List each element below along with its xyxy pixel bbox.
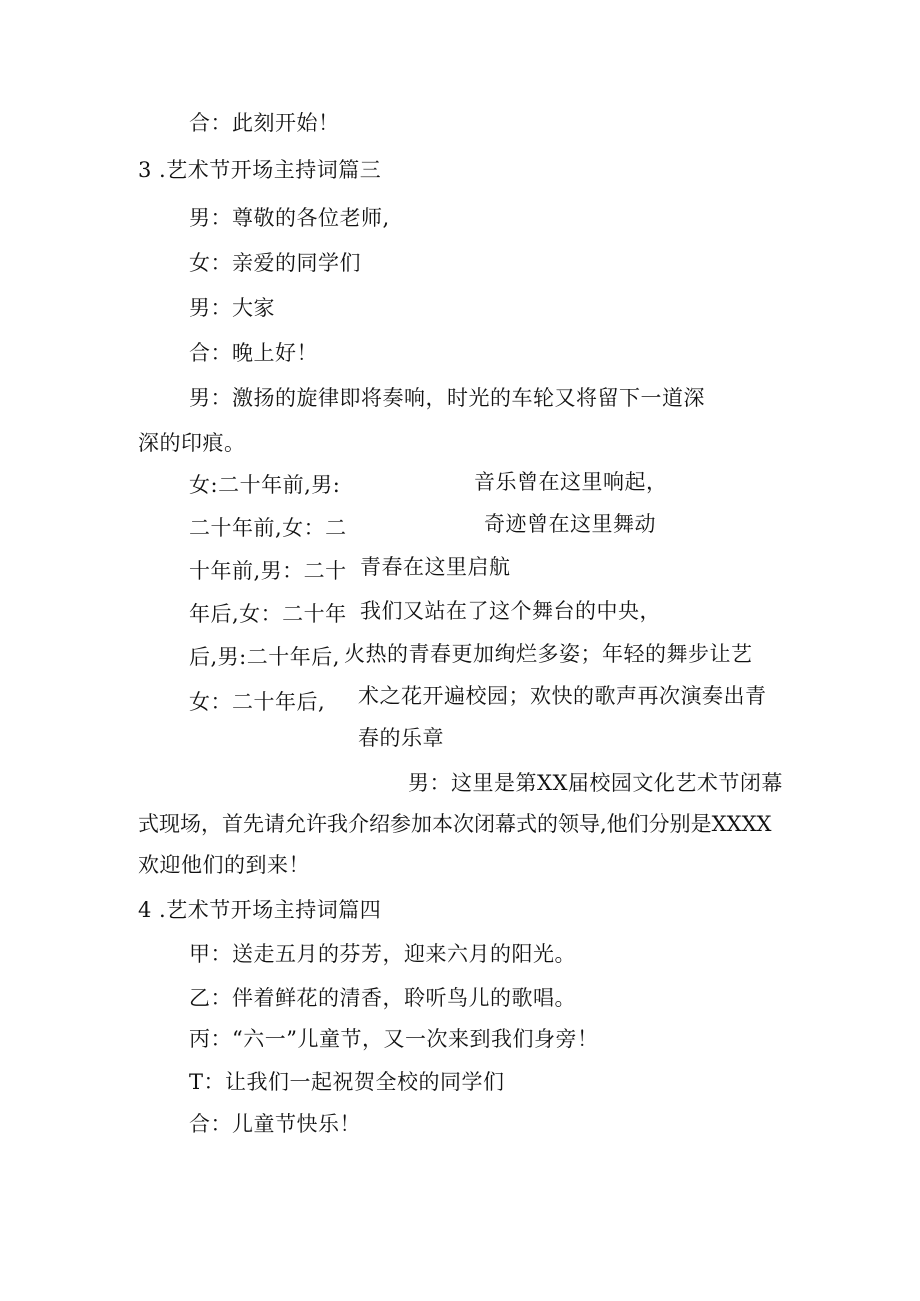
text-line: 合：此刻开始！: [189, 111, 340, 135]
text-line-right-column: 术之花开遍校园；欢快的歌声再次演奏出青: [358, 684, 767, 708]
text-line: 女：亲爱的同学们: [189, 251, 361, 275]
text-line: 男：激扬的旋律即将奏响，时光的车轮又将留下一道深: [189, 386, 705, 410]
text-line: 丙：“六一”儿童节，又一次来到我们身旁！: [189, 1027, 599, 1051]
text-line: 式现场，首先请允许我介绍参加本次闭幕式的领导,他们分别是XXXX: [138, 812, 772, 836]
text-line-left-column: 女:二十年前,男:: [189, 473, 341, 497]
text-line-left-column: 十年前,男：二十: [189, 559, 347, 583]
text-line: T：让我们一起祝贺全校的同学们: [189, 1070, 505, 1094]
text-line-right-column: 火热的青春更加绚烂多姿；年轻的舞步让艺: [344, 642, 753, 666]
text-line: 男：大家: [189, 296, 275, 320]
text-line-right-column: 我们又站在了这个舞台的中央，: [360, 599, 661, 623]
text-line: 合：晚上好！: [189, 341, 318, 365]
text-line-right-column: 春的乐章: [358, 726, 444, 750]
text-line-right-column: 青春在这里启航: [360, 555, 511, 579]
section-heading: 3 .艺术节开场主持词篇三: [138, 158, 382, 182]
text-line: 乙：伴着鲜花的清香，聆听鸟儿的歌唱。: [189, 986, 576, 1010]
text-line: 甲：送走五月的芬芳，迎来六月的阳光。: [189, 942, 576, 966]
text-line-left-column: 后,男:二十年后,: [189, 645, 340, 669]
text-line-left-column: 二十年前,女：二: [189, 516, 347, 540]
section-heading: 4 .艺术节开场主持词篇四: [138, 898, 382, 922]
text-line: 深的印痕。: [138, 431, 246, 455]
text-line: 欢迎他们的到来！: [138, 853, 310, 877]
text-line-left-column: 年后,女：二十年: [189, 602, 347, 626]
text-line: 男：尊敬的各位老师,: [189, 206, 390, 230]
text-line: 合：儿童节快乐！: [189, 1112, 361, 1136]
text-line-right-column: 音乐曾在这里响起，: [474, 470, 668, 494]
text-line-right-column: 奇迹曾在这里舞动: [484, 512, 656, 536]
text-line: 男：这里是第XX届校园文化艺术节闭幕: [408, 771, 783, 795]
text-line-left-column: 女：二十年后,: [189, 690, 326, 714]
